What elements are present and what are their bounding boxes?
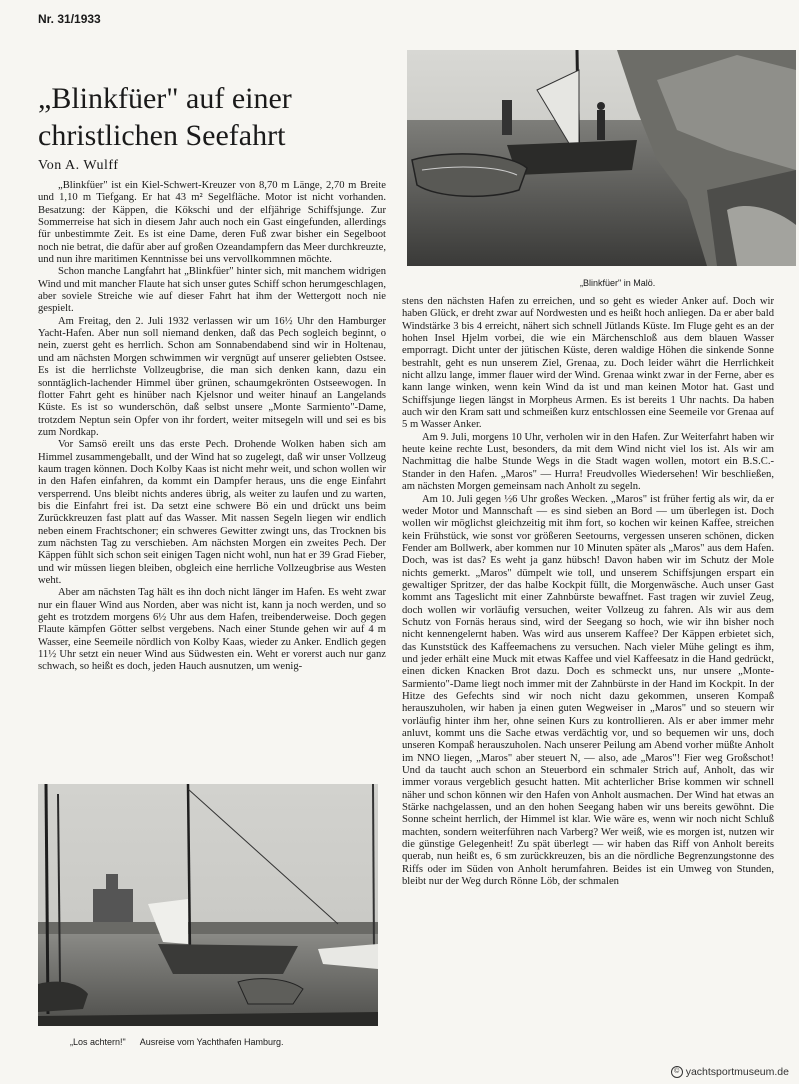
paragraph: Schon manche Langfahrt hat „Blinkfüer" hinter sich, mit manchem widrigen Wind und mit mancher Flaute hat sich unser gutes Schiff schon herumgeschlagen, aber soviele Streiche wie auf dieser Fahrt hat ihm der Wettergott noch nie gespielt. bbox=[38, 266, 386, 315]
paragraph: Am Freitag, den 2. Juli 1932 verlassen wir um 16½ Uhr den Hamburger Yacht-Hafen. Aber nun soll niemand denken, daß das Pech sogleich beginnt, o nein, zuerst geht es herrlich. Schon am Sonnabendabend sind wir in Holtenau, und am nächsten Morgen schwimmen wir vergnügt auf unserer geliebten Ostsee. Es ist die herrlichste Vollzeugbrise, die man sich denken kann, dazu ein sonntäglich-lachender Himmel über grünen, schaumgekrönten Ostseewogen. In flotter Fahrt geht es hinüber nach Kjelsnor und weiter hinauf an Langelands Küste. Es ist so wunderschön, daß selbst unsere „Monte Sarmiento"-Dame, trotzdem Neptun sein Opfer von ihr fordert, weiter mitsegeln will und sei es bis zum Nordkap. bbox=[38, 315, 386, 438]
watermark-text: yachtsportmuseum.de bbox=[685, 1066, 789, 1078]
issue-number: Nr. 31/1933 bbox=[38, 12, 101, 26]
text-column-right bbox=[402, 296, 774, 889]
paragraph: stens den nächsten Hafen zu erreichen, und so geht es wieder Anker auf. Doch wir haben Glück, er dreht zwar auf Nordwesten und es heißt hoch anliegen. Da er aber bald Windstärke 3 bis 4 erreicht, nähert sich schnell Jütlands Küste. Im Fluge geht es an der hohen Insel Hjelm vorbei, die wie ein Märchenschloß aus dem blauen Wasser emporragt. Dicht unter der jütischen Küste, deren waldige Höhen die sinkende Sonne bestrahlt, geht es nun unserem Ziel, Grenaa, zu. Doch leider währt die Herrlichkeit nicht allzu lange, immer flauer wird der Wind. Grenaa winkt zwar in der Ferne, aber es kann lange winken, wenn kein Wind da ist und man keinen Motor hat. Gast und Schiffsjunge liegen längst in Morpheus Armen. Es ist bereits 1 Uhr nachts. Da haben auch wir den Kram satt und schmeißen kurz entschlossen eine Seemeile vor Grenaa auf 5 m Wasser Anker. bbox=[402, 296, 774, 431]
article-title: „Blinkfüer" auf einer christlichen Seefahrt bbox=[38, 82, 292, 152]
paragraph: Am 10. Juli gegen ½6 Uhr großes Wecken. „Maros" ist früher fertig als wir, da er weder Motor und Mannschaft — es sind sieben an Bord — um überlegen ist. Doch wollen wir möglichst gleichzeitig mit ihm fort, so kochen wir keinen Kaffee, streichen kein Frühstück, wie sonst vor größeren Seetourns, vergessen unseren schönen, dicken Fender am Bollwerk, aber kommen nur 10 Minuten später als „Maros" aus dem Hafen. Doch, was ist das? Es weht ja ganz hübsch! Davon haben wir im Schutz der Mole nichts gemerkt. „Maros" dümpelt wie toll, und unserem Schiffsjungen erspart ein gewaltiger Spritzer, der das halbe Kockpit füllt, die Morgenwäsche. Auch unser Gast kommt ans Tageslicht mit einer Zahnbürste bewaffnet. Fast tragen wir zuviel Zeug, doch wollen wir vorläufig versuchen, weiter Vollzeug zu fahren. Als wir aus dem Schutz von Fornäs heraus sind, wird der Seegang so hoch, wie wir ihn bisher noch nicht kennengelernt haben. Was wird aus unserem Kaffee? Der Käppen erbietet sich, das Kunststück des Kaffeemachens zu versuchen. Nach vieler Mühe gelingt es ihm, und jeder erhält eine Muck mit etwas Kaffee und viel Kaffeesatz in die Hand gedrückt, einen dicken Knacken Brot dazu. Doch es schmeckt uns, nur unsere „Monte-Sarmiento"-Dame liegt noch immer mit der Zahnbürste in der Hand im Kockpit. In der Hitze des Gefechts sind wir noch nicht dazu gekommen, unseren Kompaß herauszuholen, wir haben ja einen guten Wegweiser in „Maros" und so steuern wir vorläufig hinter ihm her, ohne seinen Kurs zu kontrollieren. Als er aber immer mehr anluvt, kommt uns die Sache etwas verdächtig vor, und so bequemen wir uns, doch unseren Kompaß herauszuholen. Nach unserer Peilung am Abend vorher müßte Anholt im NNO liegen, „Maros" aber steuert N, — also, ade „Maros"! Fier weg Großschot! Und da taucht auch schon an Steuerbord ein schmaler Strich auf, Anholt, das wir immer voraus vergeblich gesucht hatten. Mit achterlicher Brise kommen wir schnell näher und schon können wir den Hafen von Anholt ausmachen. Der Wind hat etwas an Stärke nachgelassen, und an den hohen Seegang haben wir uns bereits gewöhnt. Die Sonne scheint herrlich, der Himmel ist klar. Wie wäre es, wenn wir noch nicht Schluß machten, sondern weiterführen nach Varberg? Wer weiß, wie es morgen ist, nutzen wir die günstige Gelegenheit! Zu spät überlegt — wir haben das Riff von Anholt bereits querab, nun heißt es, 6 sm zurückkreuzen, bis an die nördliche Begrenzungstonne des Riffs oder im Süden von Anholt herumfahren. Beides ist ein Umweg von Stunden, bleibt nur der Weg durch Rönne Löb, der schmalen bbox=[402, 493, 774, 888]
copyright-icon: © bbox=[671, 1066, 683, 1078]
caption-los-achtern: „Los achtern!" bbox=[70, 1037, 126, 1047]
article-author: Von A. Wulff bbox=[38, 158, 119, 173]
watermark bbox=[671, 1066, 789, 1078]
paragraph: Am 9. Juli, morgens 10 Uhr, verholen wir in den Hafen. Zur Weiterfahrt haben wir heute keine rechte Lust, besonders, da mit dem Wind nicht viel los ist. Als wir am Nachmittag die halbe Stunde Wegs in die Stadt wagen wollen, motort ein B.S.C.-Stander in den Hafen. „Maros" — Hurra! Freudvolles Wiedersehen! Wir beschließen, am nächsten Morgen gemeinsam nach Anholt zu segeln. bbox=[402, 431, 774, 493]
paragraph: Vor Samsö ereilt uns das erste Pech. Drohende Wolken haben sich am Himmel zusammengeballt, und der Wind hat so zugelegt, daß wir unser Vollzeug kaum tragen können. Doch Kolby Kaas ist nicht mehr weit, und schon wollen wir in den Hafen einfahren, da kommt ein Dampfer heraus, uns die enge Einfahrt versperrend. Uns bleibt nichts anderes übrig, als weiter zu laufen und zu warten, bis die Einfahrt frei ist. Da setzt eine schwere Bö ein und drückt uns beim Zurückkreuzen fast platt auf das Wasser. Mit nassen Segeln liegen wir endlich neben einem Frachtschoner; ein schweres Gewitter zwingt uns, das Trocknen bis zum nächsten Tag zu verschieben. Am nächsten Morgen ein zweites Pech. Der Käppen fühlt sich schon seit einigen Tagen nicht wohl, nun hat er 39 Grad Fieber, und wir müssen liegen bleiben, obgleich eine herrliche Vollzeugbrise aus Westen weht. bbox=[38, 439, 386, 586]
photo-caption-top: „Blinkfüer" in Malö. bbox=[580, 278, 656, 288]
photo-blinkfueer-malo bbox=[407, 50, 796, 266]
paragraph: Aber am nächsten Tag hält es ihn doch nicht länger im Hafen. Es weht zwar nur ein flauer Wind aus Norden, aber was nicht ist, kann ja noch werden, und so geht es trotzdem morgens 6½ Uhr aus dem Hafen, treibenderweise. Doch gegen Flaute kämpfen Götter selbst vergebens. Nach einer Stunde gehen wir auf 4 m Wasser, eine Seemeile nördlich von Kolby Kaas, wieder zu Anker. Endlich gegen 11½ Uhr setzt ein neuer Wind aus Südwesten ein. Weht er vorerst auch nur ganz schwach, so heißt es doch, jeden Hauch ausnutzen, um wenig- bbox=[38, 587, 386, 673]
photo-caption-bottom bbox=[70, 1037, 297, 1047]
caption-ausreise: Ausreise vom Yachthafen Hamburg. bbox=[139, 1037, 284, 1047]
paragraph: „Blinkfüer" ist ein Kiel-Schwert-Kreuzer von 8,70 m Länge, 2,70 m Breite und 1,10 m Tiefgang. Er hat 43 m² Segelfläche. Motor ist nicht vorhanden. Besatzung: der Käppen, die Kökschi und der elfjährige Schiffsjunge. Zur Sommerreise hat sich in diesem Jahr auch noch ein Gast eingefunden, allerdings für unbestimmte Zeit. Es ist eine Dame, deren Fuß zwar bisher ein Segelboot noch nie betrat, die dafür aber auf großen Ozeandampfern das Meer durchkreuzte, und nun ihre maritimen Kenntnisse bei uns vervollkommnen möchte. bbox=[38, 180, 386, 266]
photo-hamburg-departure bbox=[38, 784, 378, 1026]
text-column-left bbox=[38, 180, 386, 674]
